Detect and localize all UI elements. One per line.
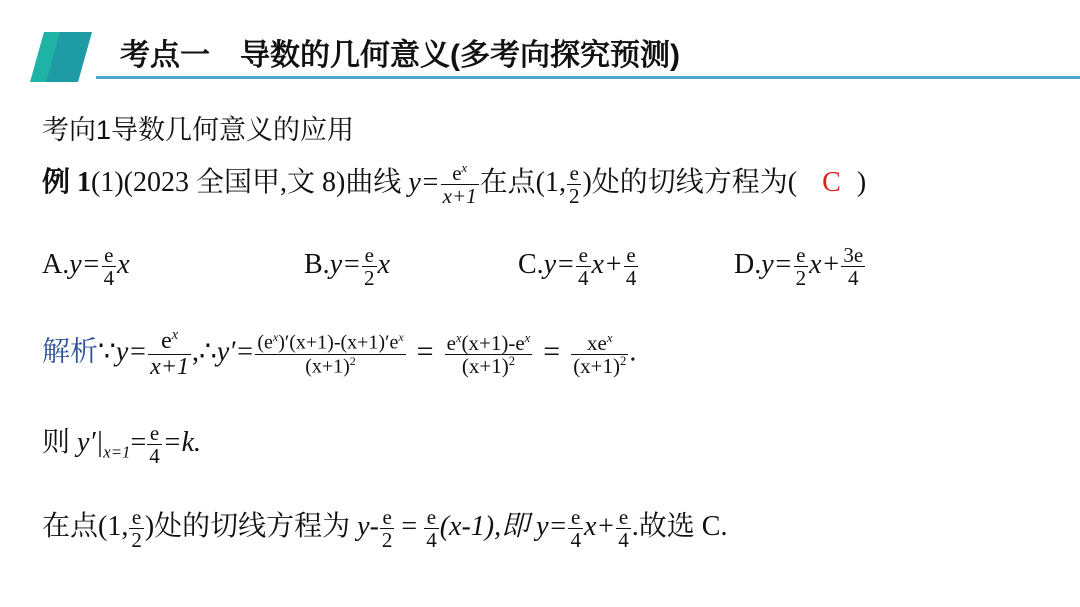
therefore-symbol: ,∴ [192,336,217,368]
example-mid: 在点(1, [479,167,566,198]
option-b-fraction [362,244,377,289]
slope-eq: = [130,427,147,458]
example-close: ) [856,167,867,198]
solution-end: . [629,336,637,368]
header-title: 考点一 导数的几何意义(多考向探究预测) [120,39,680,72]
option-c-den: 4 [578,266,589,291]
solution-yprime: y′= [216,336,255,368]
option-a-y: y= [69,248,101,280]
option-d-extra-fraction [841,244,865,289]
tangent-p-den: 2 [131,528,142,553]
option-d-den: 2 [795,266,807,291]
d2-den-exp: 2 [508,353,515,368]
function-fraction [441,162,479,207]
option-c-extra-fraction [624,244,639,289]
d2-num-rest: (x+1)-e [461,330,525,355]
option-d-tail: x+ [809,248,841,280]
d1-num-rest: )′(x+1)-(x+1)′e [278,331,399,354]
solution-label: 解析 [42,335,99,367]
header-underline [96,76,1080,79]
tangent-a-tail: x+ [583,511,616,542]
option-a-den: 4 [103,266,115,291]
subheading: 考向1导数几何意义的应用 [42,115,355,145]
d3-den-exp: 2 [620,353,627,368]
solution-f-num-exp: x [171,327,179,343]
func-den: x+1 [442,184,477,209]
answer-badge: C [822,167,841,198]
tangent-r-tail: (x-1),即 [439,511,537,542]
d2-num: e [446,330,456,355]
d1-den-exp: 2 [349,353,356,368]
option-c-fraction [576,244,591,289]
slope-sub: x=1 [103,442,131,462]
option-a-label: A. [42,248,70,280]
tangent-a-num: e [568,506,583,529]
point-den: 2 [568,184,580,209]
example-line [42,160,866,207]
tangent-a-fraction [568,506,583,551]
header-accent-icon [30,32,92,82]
d1-num-exp: x [272,330,279,345]
example-y: y= [408,167,440,198]
d1-num-exp2: x [398,330,404,345]
tangent-point-fraction [129,506,144,551]
option-d [734,244,866,289]
slope-line [42,420,201,467]
solution-line [42,328,636,380]
d1-num: (e [257,331,273,354]
slope-yprime: y′| [77,427,104,458]
tangent-b-den: 4 [618,528,629,553]
example-label: 例 1 [42,167,92,198]
option-c [518,244,639,289]
tangent-r-fraction [424,506,439,551]
solution-f-fraction [148,328,191,380]
example-source: (1)(2023 全国甲,文 8)曲线 [91,167,402,198]
d1-den: (x+1) [305,355,350,378]
option-c-num: e [576,244,591,267]
tangent-b-fraction [616,506,631,551]
point-num: e [567,162,582,185]
equals-2: = [543,334,561,368]
tangent-mid: )处的切线方程为 [144,511,358,542]
d2-den: (x+1) [461,353,509,378]
point-fraction [567,162,582,207]
d3-num: xe [587,330,607,355]
option-c-extra-num: e [624,244,639,267]
d2-num-exp2: x [524,330,531,345]
tangent-b-num: e [616,506,631,529]
option-d-extra-den: 4 [848,266,859,291]
derivative-fraction-3 [571,332,628,377]
option-b [304,244,390,289]
tangent-r-den: 4 [426,528,437,553]
option-d-num: e [794,244,809,267]
func-num-exp: x [461,161,468,176]
d3-den: (x+1) [573,353,621,378]
tangent-lhs: y- [357,511,379,542]
derivative-fraction-1 [255,331,405,377]
equals-1: = [416,334,434,368]
slope-prefix: 则 [42,427,78,458]
d2-num-exp: x [455,330,462,345]
func-num: e [452,161,462,186]
solution-f-num: e [161,328,172,354]
option-b-tail: x [377,248,390,280]
option-a-tail: x [117,248,130,280]
option-b-den: 2 [364,266,375,291]
tangent-l-den: 2 [381,528,393,553]
option-d-label: D. [734,248,762,280]
option-a-fraction [102,244,117,289]
slope-den: 4 [149,444,160,469]
option-b-y: y= [329,248,362,280]
option-a [42,244,130,289]
tangent-eq: = [401,511,418,542]
tangent-end: .故选 C. [631,511,728,542]
option-d-extra-num: 3e [843,243,864,267]
d3-num-exp: x [606,330,613,345]
option-d-y: y= [761,248,793,280]
tangent-r-num: e [424,506,439,529]
slope-tail: =k. [162,427,202,458]
solution-f-den: x+1 [150,354,190,381]
option-d-fraction [794,244,809,289]
tangent-l-fraction [380,506,395,551]
option-c-label: C. [518,248,544,280]
tangent-l-num: e [380,506,395,529]
tangent-y: y= [536,511,568,542]
example-end: )处的切线方程为( [582,167,798,198]
slope-num: e [147,422,162,445]
because-symbol: ∵ [98,336,116,368]
tangent-prefix: 在点(1, [42,511,129,542]
slope-fraction [147,422,162,467]
option-c-tail: x+ [591,248,623,280]
tangent-line [42,504,727,551]
derivative-fraction-2 [445,332,533,377]
option-a-num: e [102,244,117,267]
option-b-label: B. [304,248,330,280]
solution-y: y= [115,336,148,368]
tangent-a-den: 4 [570,528,581,553]
option-c-extra-den: 4 [625,266,637,291]
tangent-p-num: e [129,506,144,529]
option-b-num: e [362,244,377,267]
option-c-y: y= [543,248,576,280]
